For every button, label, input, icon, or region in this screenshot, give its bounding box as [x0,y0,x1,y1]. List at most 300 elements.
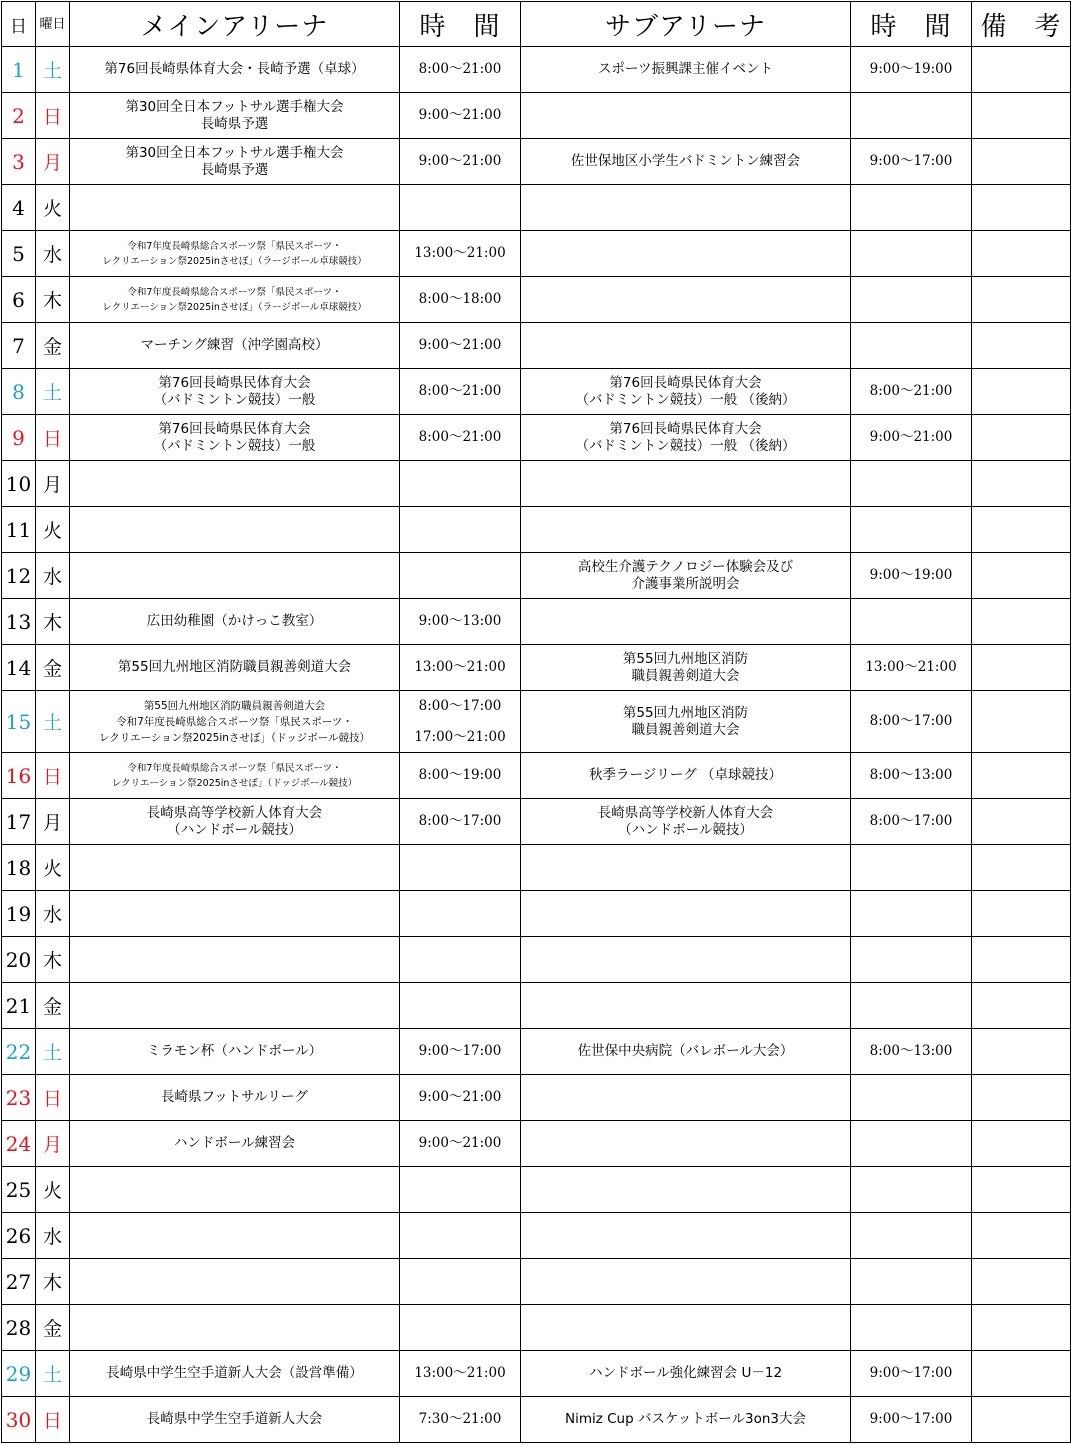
weekday-cell: 土 [36,369,70,415]
notes-cell [972,753,1071,799]
main-arena-event-line: 第76回長崎県民体育大会 [158,374,311,391]
main-arena-event [70,645,400,691]
sub-arena-time [851,277,972,323]
notes-cell [972,845,1071,891]
sub-arena-event [521,139,851,185]
main-arena-time [400,1351,521,1397]
main-arena-event-line: レクリエーション祭2025inさせぼ」（ドッジボール競技） [111,777,358,789]
sub-arena-time: 8:00～21:00 [851,369,972,415]
header-main-time: 時 間 [400,2,521,47]
table-row [2,139,1071,185]
sub-arena-event [521,645,851,691]
main-arena-event [70,1121,400,1167]
sub-arena-event [521,47,851,93]
main-arena-event [70,461,400,507]
sub-arena-time [851,937,972,983]
sub-arena-event-line: ハンドボール強化練習会 U－12 [588,1365,783,1381]
main-arena-event [70,323,400,369]
main-arena-event [70,1259,400,1305]
main-arena-event [70,415,400,461]
sub-arena-time [851,1305,972,1351]
notes-cell [972,1397,1071,1443]
main-arena-event [70,1075,400,1121]
table-row [2,1075,1071,1121]
main-arena-time [400,553,521,599]
header-main-arena: メインアリーナ [70,2,400,47]
main-arena-time-line: 13:00～21:00 [414,245,506,261]
day-cell: 25 [2,1167,36,1213]
main-arena-event-line: 第76回長崎県体育大会・長崎予選（卓球） [104,61,365,77]
weekday-cell: 木 [36,1259,70,1305]
day-cell: 15 [2,691,36,753]
schedule-table [1,1,1071,1443]
weekday-cell: 日 [36,753,70,799]
main-arena-time-line: 9:00～21:00 [418,107,502,123]
day-cell: 20 [2,937,36,983]
main-arena-event-line: 広田幼稚園（かけっこ教室） [146,613,323,629]
main-arena-event-line: ハンドボール練習会 [173,1135,296,1151]
main-arena-time [400,1305,521,1351]
notes-cell [972,891,1071,937]
table-row [2,937,1071,983]
main-arena-time [400,277,521,323]
main-arena-event [70,1167,400,1213]
sub-arena-event-line: スポーツ振興課主催イベント [598,61,773,77]
header-sub-arena: サブアリーナ [521,2,851,47]
sub-arena-time [851,231,972,277]
main-arena-time [400,599,521,645]
notes-cell [972,1029,1071,1075]
header-weekday: 曜日 [36,2,70,47]
main-arena-time [400,323,521,369]
weekday-cell: 木 [36,937,70,983]
notes-cell [972,691,1071,753]
notes-cell [972,1167,1071,1213]
day-cell: 28 [2,1305,36,1351]
main-arena-time-line: 17:00～21:00 [414,728,506,745]
main-arena-event [70,369,400,415]
sub-arena-event [521,599,851,645]
main-arena-event [70,891,400,937]
day-cell: 16 [2,753,36,799]
sub-arena-event [521,937,851,983]
weekday-cell: 金 [36,1305,70,1351]
weekday-cell: 水 [36,231,70,277]
main-arena-time [400,139,521,185]
main-arena-time-line: 8:00～21:00 [418,383,502,399]
main-arena-event [70,1397,400,1443]
table-row [2,1259,1071,1305]
main-arena-time [400,1075,521,1121]
main-arena-time [400,231,521,277]
weekday-cell: 木 [36,277,70,323]
sub-arena-time [851,93,972,139]
sub-arena-event [521,507,851,553]
main-arena-event-line: レクリエーション祭2025inさせぼ」（ラージボール卓球競技） [102,301,367,313]
sub-arena-time: 9:00～17:00 [851,1397,972,1443]
day-cell: 19 [2,891,36,937]
notes-cell [972,553,1071,599]
notes-cell [972,461,1071,507]
main-arena-time [400,461,521,507]
main-arena-event [70,1029,400,1075]
main-arena-event-line: 令和7年度長崎県総合スポーツ祭「県民スポーツ・ [127,762,342,774]
main-arena-time-line: 9:00～13:00 [418,613,502,629]
main-arena-time-line: 9:00～17:00 [418,1043,502,1059]
main-arena-event [70,553,400,599]
weekday-cell: 月 [36,139,70,185]
main-arena-time-line: 9:00～21:00 [418,153,502,169]
main-arena-event-line: 第30回全日本フットサル選手権大会 [125,144,344,161]
sub-arena-event [521,1029,851,1075]
sub-arena-event [521,415,851,461]
table-row [2,93,1071,139]
day-cell: 12 [2,553,36,599]
main-arena-event [70,691,400,753]
day-cell: 13 [2,599,36,645]
main-arena-event [70,599,400,645]
day-cell: 3 [2,139,36,185]
main-arena-time [400,1259,521,1305]
notes-cell [972,599,1071,645]
sub-arena-time [851,845,972,891]
notes-cell [972,1213,1071,1259]
table-row [2,1167,1071,1213]
table-row [2,323,1071,369]
day-cell: 9 [2,415,36,461]
sub-arena-event [521,1167,851,1213]
notes-cell [972,231,1071,277]
main-arena-event-line: 令和7年度長崎県総合スポーツ祭「県民スポーツ・ [127,286,342,298]
table-row [2,845,1071,891]
weekday-cell: 土 [36,1029,70,1075]
weekday-cell: 日 [36,93,70,139]
main-arena-time-line: 8:00～21:00 [418,61,502,77]
table-row [2,983,1071,1029]
main-arena-event [70,231,400,277]
sub-arena-time: 9:00～21:00 [851,415,972,461]
main-arena-event [70,799,400,845]
sub-arena-time [851,185,972,231]
main-arena-event-line: 長崎県予選 [200,115,269,132]
weekday-cell: 木 [36,599,70,645]
sub-arena-event-line: 秋季ラージリーグ （卓球競技） [588,767,783,783]
main-arena-event [70,1351,400,1397]
sub-arena-time [851,1213,972,1259]
sub-arena-event [521,1397,851,1443]
main-arena-time [400,845,521,891]
table-row [2,461,1071,507]
weekday-cell: 火 [36,1167,70,1213]
main-arena-event-line: 令和7年度長崎県総合スポーツ祭「県民スポーツ・ [116,715,353,728]
day-cell: 7 [2,323,36,369]
header-row [2,2,1071,47]
weekday-cell: 火 [36,507,70,553]
main-arena-time [400,753,521,799]
main-arena-time-line: 8:00～17:00 [418,697,502,714]
weekday-cell: 土 [36,1351,70,1397]
notes-cell [972,1305,1071,1351]
day-cell: 17 [2,799,36,845]
sub-arena-time: 9:00～19:00 [851,47,972,93]
main-arena-event [70,93,400,139]
day-cell: 29 [2,1351,36,1397]
sub-arena-time: 8:00～13:00 [851,753,972,799]
sub-arena-event [521,323,851,369]
sub-arena-event [521,1075,851,1121]
sub-arena-event-line: 第76回長崎県民体育大会 [609,374,762,391]
day-cell: 5 [2,231,36,277]
sub-arena-event [521,553,851,599]
day-cell: 4 [2,185,36,231]
sub-arena-event-line: 第55回九州地区消防 [622,650,749,667]
notes-cell [972,937,1071,983]
sub-arena-time [851,1259,972,1305]
sub-arena-time: 9:00～17:00 [851,1351,972,1397]
main-arena-time [400,891,521,937]
notes-cell [972,983,1071,1029]
sub-arena-event-line: 長崎県高等学校新人体育大会 [597,804,774,821]
main-arena-event [70,753,400,799]
main-arena-time-line: 8:00～19:00 [418,767,502,783]
notes-cell [972,323,1071,369]
main-arena-event [70,507,400,553]
notes-cell [972,1121,1071,1167]
sub-arena-event-line: 佐世保中央病院（バレボール大会） [577,1043,794,1059]
sub-arena-event [521,891,851,937]
notes-cell [972,1259,1071,1305]
weekday-cell: 日 [36,1397,70,1443]
sub-arena-event-line: （バドミントン競技）一般 （後納） [575,437,796,454]
sub-arena-event-line: 職員親善剣道大会 [631,667,740,684]
table-row [2,231,1071,277]
table-row [2,1351,1071,1397]
main-arena-event [70,139,400,185]
sub-arena-time: 9:00～17:00 [851,139,972,185]
day-cell: 22 [2,1029,36,1075]
sub-arena-time [851,461,972,507]
main-arena-time [400,93,521,139]
sub-arena-event-line: 第76回長崎県民体育大会 [609,420,762,437]
main-arena-event-line: 長崎県予選 [200,161,269,178]
table-row [2,799,1071,845]
main-arena-event-line: 長崎県中学生空手道新人大会 [146,1411,323,1427]
main-arena-time-line: 7:30～21:00 [418,1411,502,1427]
main-arena-time [400,1397,521,1443]
main-arena-event [70,47,400,93]
weekday-cell: 月 [36,1121,70,1167]
weekday-cell: 月 [36,799,70,845]
sub-arena-event [521,369,851,415]
sub-arena-event-line: 佐世保地区小学生バドミントン練習会 [570,153,801,169]
sub-arena-event-line: Nimiz Cup バスケットボール3on3大会 [564,1411,807,1427]
day-cell: 6 [2,277,36,323]
sub-arena-event-line: （ハンドボール競技） [618,821,753,838]
sub-arena-event [521,231,851,277]
main-arena-event [70,277,400,323]
sub-arena-time: 8:00～13:00 [851,1029,972,1075]
main-arena-time-line: 8:00～18:00 [418,291,502,307]
main-arena-time [400,1213,521,1259]
weekday-cell: 土 [36,47,70,93]
main-arena-event [70,845,400,891]
sub-arena-time [851,323,972,369]
notes-cell [972,369,1071,415]
day-cell: 30 [2,1397,36,1443]
sub-arena-time [851,891,972,937]
main-arena-event [70,937,400,983]
notes-cell [972,1351,1071,1397]
main-arena-event-line: 長崎県中学生空手道新人大会（設営準備） [106,1365,363,1381]
sub-arena-time [851,507,972,553]
main-arena-event-line: ミラモン杯（ハンドボール） [146,1043,323,1059]
sub-arena-event [521,845,851,891]
sub-arena-time [851,983,972,1029]
sub-arena-time: 8:00～17:00 [851,799,972,845]
sub-arena-event-line: 高校生介護テクノロジー体験会及び [577,558,794,575]
sub-arena-event [521,799,851,845]
day-cell: 27 [2,1259,36,1305]
notes-cell [972,645,1071,691]
day-cell: 26 [2,1213,36,1259]
day-cell: 14 [2,645,36,691]
main-arena-time [400,645,521,691]
table-row [2,369,1071,415]
main-arena-event-line: （ハンドボール競技） [167,821,302,838]
main-arena-time [400,185,521,231]
table-row [2,753,1071,799]
table-row [2,1029,1071,1075]
table-row [2,599,1071,645]
sub-arena-event [521,983,851,1029]
sub-arena-event [521,1259,851,1305]
sub-arena-time [851,1167,972,1213]
schedule-body [2,47,1071,1443]
main-arena-time [400,47,521,93]
sub-arena-event-line: 職員親善剣道大会 [631,721,740,738]
main-arena-time [400,1121,521,1167]
notes-cell [972,799,1071,845]
notes-cell [972,139,1071,185]
main-arena-time [400,1167,521,1213]
sub-arena-event [521,93,851,139]
main-arena-event-line: レクリエーション祭2025inさせぼ」（ラージボール卓球競技） [102,255,367,267]
weekday-cell: 金 [36,323,70,369]
notes-cell [972,415,1071,461]
main-arena-event-line: （バドミントン競技）一般 [153,437,316,454]
weekday-cell: 水 [36,553,70,599]
sub-arena-time: 8:00～17:00 [851,691,972,753]
main-arena-event-line: マーチング練習（沖学園高校） [140,337,329,353]
sub-arena-time [851,599,972,645]
day-cell: 8 [2,369,36,415]
notes-cell [972,507,1071,553]
day-cell: 21 [2,983,36,1029]
day-cell: 1 [2,47,36,93]
main-arena-time-line: 8:00～17:00 [418,813,502,829]
sub-arena-event [521,277,851,323]
sub-arena-event [521,1351,851,1397]
main-arena-time [400,507,521,553]
notes-cell [972,47,1071,93]
main-arena-time [400,937,521,983]
main-arena-time [400,415,521,461]
notes-cell [972,1075,1071,1121]
main-arena-event-line: レクリエーション祭2025inさせぼ」（ドッジボール競技） [98,731,371,744]
table-row [2,1397,1071,1443]
main-arena-event-line: 長崎県フットサルリーグ [161,1089,308,1105]
main-arena-time [400,369,521,415]
main-arena-time-line: 9:00～21:00 [418,1089,502,1105]
weekday-cell: 土 [36,691,70,753]
main-arena-time [400,983,521,1029]
weekday-cell: 水 [36,1213,70,1259]
day-cell: 18 [2,845,36,891]
header-notes: 備 考 [972,2,1071,47]
weekday-cell: 火 [36,845,70,891]
sub-arena-event [521,691,851,753]
table-row [2,47,1071,93]
sub-arena-event [521,185,851,231]
sub-arena-time [851,1121,972,1167]
sub-arena-event [521,1121,851,1167]
day-cell: 10 [2,461,36,507]
sub-arena-time [851,1075,972,1121]
notes-cell [972,93,1071,139]
main-arena-event [70,1305,400,1351]
day-cell: 11 [2,507,36,553]
day-cell: 2 [2,93,36,139]
table-row [2,1305,1071,1351]
main-arena-event-line: 第30回全日本フットサル選手権大会 [125,98,344,115]
weekday-cell: 月 [36,461,70,507]
weekday-cell: 日 [36,415,70,461]
main-arena-event-line: 令和7年度長崎県総合スポーツ祭「県民スポーツ・ [127,240,342,252]
sub-arena-event [521,461,851,507]
table-row [2,691,1071,753]
main-arena-event-line: 第76回長崎県民体育大会 [158,420,311,437]
table-row [2,185,1071,231]
notes-cell [972,185,1071,231]
sub-arena-event [521,1213,851,1259]
table-row [2,891,1071,937]
main-arena-event-line: 長崎県高等学校新人体育大会 [146,804,323,821]
header-sub-time: 時 間 [851,2,972,47]
table-row [2,645,1071,691]
main-arena-time [400,799,521,845]
main-arena-time [400,1029,521,1075]
sub-arena-event [521,753,851,799]
table-row [2,553,1071,599]
main-arena-time-line: 9:00～21:00 [418,1135,502,1151]
weekday-cell: 金 [36,645,70,691]
main-arena-event [70,1213,400,1259]
table-row [2,415,1071,461]
weekday-cell: 金 [36,983,70,1029]
sub-arena-event-line: 介護事業所説明会 [631,575,740,592]
day-cell: 23 [2,1075,36,1121]
header-day: 日 [2,2,36,47]
weekday-cell: 火 [36,185,70,231]
weekday-cell: 水 [36,891,70,937]
table-row [2,1121,1071,1167]
main-arena-event [70,983,400,1029]
table-row [2,1213,1071,1259]
table-row [2,507,1071,553]
main-arena-event-line: 第55回九州地区消防職員親善剣道大会 [143,699,326,712]
main-arena-event [70,185,400,231]
main-arena-event-line: （バドミントン競技）一般 [153,391,316,408]
